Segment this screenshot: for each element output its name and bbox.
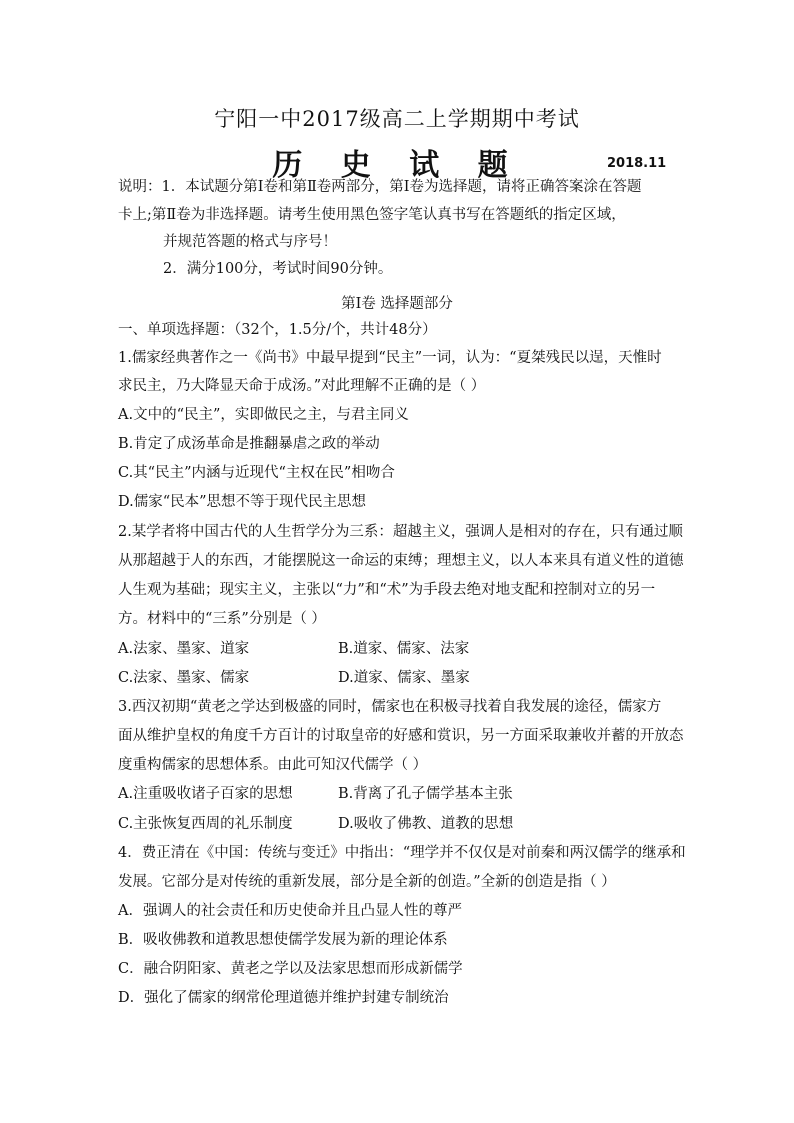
q2-option-d: D.道家、儒家、墨家 [338, 670, 470, 686]
q2-option-a: A.法家、墨家、道家 [118, 641, 250, 657]
q3-stem-line-1: 3.西汉初期“黄老之学达到极盛的同时，儒家也在积极寻找着自我发展的途径，儒家方 [118, 699, 662, 715]
q1-option-a: A.文中的“民主”，实即做民之主，与君主同义 [118, 407, 409, 423]
exam-date: 2018.11 [607, 156, 667, 171]
q2-stem-line-3: 人生观为基础；现实主义，主张以“力”和“术”为手段去绝对地支配和控制对立的另一 [118, 582, 656, 598]
instructions-line-4: 2．满分100分，考试时间90分钟。 [163, 261, 393, 277]
page-title: 历 史 试 题 [272, 148, 522, 183]
instructions-line-2: 卡上;第Ⅱ卷为非选择题。请考生使用黑色签字笔认真书写在答题纸的指定区域， [118, 207, 626, 223]
q4-option-d: D．强化了儒家的纲常伦理道德并维护封建专制统治 [118, 990, 449, 1006]
q4-option-b: B．吸收佛教和道教思想使儒学发展为新的理论体系 [118, 932, 448, 948]
q3-option-d: D.吸收了佛教、道教的思想 [338, 816, 514, 832]
q2-option-b: B.道家、儒家、法家 [338, 641, 470, 657]
instructions-line-1: 说明：1．本试题分第Ⅰ卷和第Ⅱ卷两部分，第Ⅰ卷为选择题，请将正确答案涂在答题 [118, 179, 642, 195]
q4-option-a: A．强调人的社会责任和历史使命并且凸显人性的尊严 [118, 903, 462, 919]
q3-stem-line-3: 度重构儒家的思想体系。由此可知汉代儒学（ ） [118, 757, 428, 773]
q1-stem-line-1: 1.儒家经典著作之一《尚书》中最早提到“民主”一词，认为：“夏桀残民以逞，天惟时 [118, 350, 662, 366]
q1-option-d: D.儒家“民本”思想不等于现代民主思想 [118, 494, 367, 510]
q4-stem-line-2: 发展。它部分是对传统的重新发展，部分是全新的创造。”全新的创造是指（ ） [118, 874, 616, 890]
q1-stem-line-2: 求民主，乃大降显天命于成汤。”对此理解不正确的是（ ） [118, 378, 486, 394]
q3-stem-line-2: 面从维护皇权的角度千方百计的讨取皇帝的好感和赏识，另一方面采取兼收并蓄的开放态 [118, 728, 684, 744]
q1-option-b: B.肯定了成汤革命是推翻暴虐之政的举动 [118, 436, 380, 452]
school-exam-line: 宁阳一中2017级高二上学期期中考试 [214, 107, 580, 131]
q2-stem-line-2: 从那超越于人的东西，才能摆脱这一命运的束缚；理想主义，以人本来具有道义性的道德 [118, 553, 684, 569]
section-title: 第Ⅰ卷 选择题部分 [341, 296, 453, 312]
q3-option-a: A.注重吸收诸子百家的思想 [118, 786, 293, 802]
q2-stem-line-4: 方。材料中的“三系”分别是（ ） [118, 611, 326, 627]
q4-option-c: C．融合阴阳家、黄老之学以及法家思想而形成新儒学 [118, 961, 463, 977]
q2-option-c: C.法家、墨家、儒家 [118, 670, 250, 686]
q4-stem-line-1: 4．费正清在《中国：传统与变迁》中指出：“理学并不仅仅是对前秦和两汉儒学的继承和 [118, 845, 686, 861]
q3-option-c: C.主张恢复西周的礼乐制度 [118, 816, 293, 832]
q1-option-c: C.其“民主”内涵与近现代“主权在民”相吻合 [118, 465, 395, 481]
q3-option-b: B.背离了孔子儒学基本主张 [338, 786, 513, 802]
instructions-line-3: 并规范答题的格式与序号！ [163, 234, 337, 250]
q2-stem-line-1: 2.某学者将中国古代的人生哲学分为三系：超越主义，强调人是相对的存在，只有通过顺 [118, 524, 683, 540]
part-heading: 一、单项选择题：（32个，1.5分/个，共计48分） [118, 322, 437, 338]
